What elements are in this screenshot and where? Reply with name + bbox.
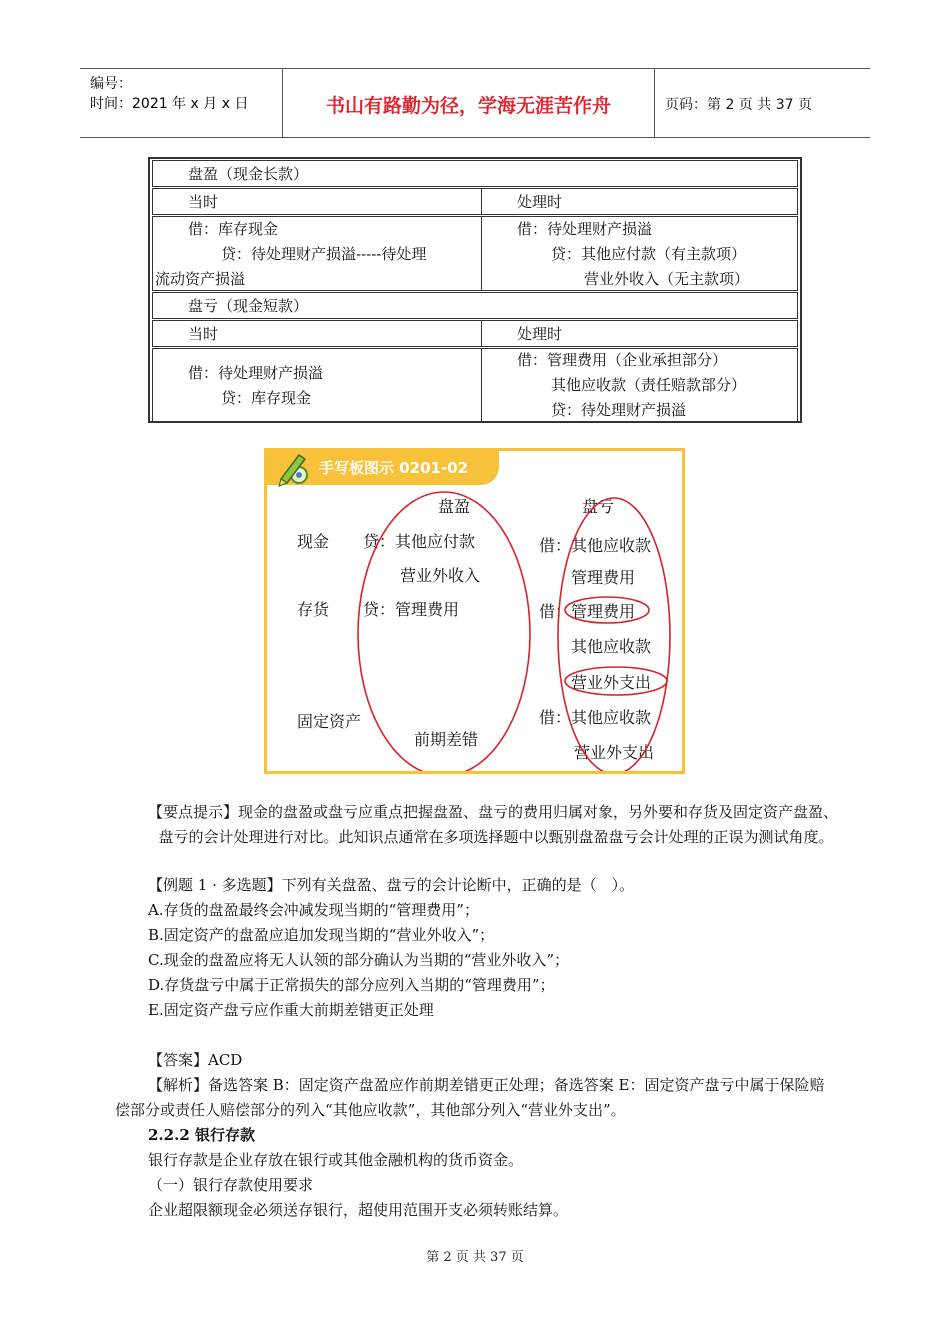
header-right-cell (655, 69, 870, 137)
row-inventory-label: 存货 (297, 600, 330, 619)
option-a: A.存货的盘盈最终会冲减发现当期的“管理费用”； (148, 901, 479, 919)
shortage-body-row (152, 348, 798, 422)
section-heading: 2.2.2 银行存款 (148, 1126, 255, 1144)
inventory-shortage-entry-3: 营业外支出 (571, 673, 652, 692)
surplus-col2-line3: 营业外收入（无主款项） (584, 270, 750, 288)
row-fixed-label: 固定资产 (297, 712, 362, 731)
shortage-col2-line1: 借：管理费用（企业承担部分） (517, 351, 728, 369)
shortage-circle (558, 498, 670, 774)
shortage-col2-line3: 贷：待处理财产损溢 (551, 401, 687, 419)
fixed-shortage-entry-2: 营业外支出 (574, 743, 655, 762)
inventory-shortage-entry-1: 借：管理费用 (539, 602, 636, 621)
header-middle-cell (283, 69, 655, 137)
surplus-title: 盘盈（现金长款） (188, 165, 309, 183)
figure-title: 手写板图示 0201-02 (319, 459, 469, 477)
surplus-col2-line2: 贷：其他应付款（有主款项） (551, 245, 747, 263)
shortage-col1-line2: 贷：库存现金 (221, 389, 312, 407)
option-b: B.固定资产的盘盈应追加发现当期的“营业外收入”； (148, 926, 495, 944)
surplus-col1-line3: 流动资产损溢 (155, 270, 246, 288)
surplus-title-row (152, 160, 798, 187)
shortage-col2-line2: 其他应收款（责任赔款部分） (551, 376, 747, 394)
cash-surplus-entry-2: 营业外收入 (400, 566, 481, 585)
accounting-table (148, 157, 802, 423)
definition-text: 银行存款是企业存放在银行或其他金融机构的货币资金。 (148, 1151, 524, 1169)
shortage-title: 盘亏（现金短款） (188, 297, 309, 315)
analysis-paragraph: 【解析】备选答案 B：固定资产盘盈应作前期差错更正处理；备选答案 E：固定资产盘亏中属于保险赔偿部分或责任人赔偿部分的列入“其他应收款”，其他部分列入“营业外支出”。 (115, 1076, 825, 1119)
row-cash-label: 现金 (297, 532, 330, 551)
fixed-surplus-entry: 前期差错 (414, 730, 479, 749)
cash-shortage-entry-1: 借：其他应收款 (539, 536, 652, 555)
surplus-col1-line1: 借：库存现金 (188, 220, 279, 238)
shortage-title-row (152, 292, 798, 319)
shortage-col1-head: 当时 (188, 325, 219, 343)
handwritten-circles (267, 451, 685, 774)
handwriting-board-figure (264, 448, 685, 774)
answer: 【答案】ACD (148, 1051, 243, 1069)
non-operating-expense-circle (565, 667, 667, 695)
inventory-shortage-entry-2: 其他应收款 (571, 637, 652, 656)
requirement-text: 企业超限额现金必须送存银行，超使用范围开支必须转账结算。 (148, 1201, 569, 1219)
fixed-shortage-entry-1: 借：其他应收款 (539, 708, 652, 727)
col-surplus-label: 盘盈 (438, 497, 471, 516)
page-header (80, 68, 870, 138)
surplus-col2-line1: 借：待处理财产损溢 (517, 220, 653, 238)
option-e: E.固定资产盘亏应作重大前期差错更正处理 (148, 1001, 434, 1019)
shortage-head-row (152, 320, 798, 347)
sub-heading: （一）银行存款使用要求 (148, 1176, 314, 1194)
shortage-col1-line1: 借：待处理财产损溢 (188, 364, 324, 382)
management-expense-circle (565, 597, 649, 623)
col-shortage-label: 盘亏 (582, 497, 615, 516)
example-question: 【例题 1 · 多选题】下列有关盘盈、盘亏的会计论断中，正确的是（ ）。 (148, 876, 635, 894)
cash-shortage-entry-2: 管理费用 (571, 568, 636, 587)
surplus-head-row (152, 188, 798, 215)
number-label: 编号： (90, 76, 132, 92)
inventory-surplus-entry: 贷：管理费用 (363, 600, 460, 619)
option-d: D.存货盘亏中属于正常损失的部分应列入当期的“管理费用”； (148, 976, 555, 994)
time-label: 时间：2021 年 x 月 x 日 (90, 96, 249, 112)
header-left-cell (80, 69, 283, 137)
cash-surplus-entry: 贷：其他应付款 (363, 532, 476, 551)
page-footer: 第 2 页 共 37 页 (426, 1250, 524, 1265)
surplus-circle (358, 492, 530, 774)
surplus-body-row (152, 216, 798, 291)
motto: 书山有路勤为径，学海无涯苦作舟 (325, 95, 611, 117)
shortage-col2-head: 处理时 (517, 325, 563, 343)
surplus-col2-head: 处理时 (517, 193, 563, 211)
page-label: 页码：第 2 页 共 37 页 (665, 97, 812, 113)
surplus-col1-head: 当时 (188, 193, 219, 211)
tip-paragraph: 【要点提示】现金的盘盈或盘亏应重点把握盘盈、盘亏的费用归属对象，另外要和存货及固定资产盘盈、盘亏的会计处理进行对比。此知识点通常在多项选择题中以甄别盘盈盘亏会计处理的正误为测试角度。 (148, 803, 839, 846)
surplus-col1-line2: 贷：待处理财产损溢-----待处理 (221, 245, 427, 263)
option-c: C.现金的盘盈应将无人认领的部分确认为当期的“营业外收入”； (148, 951, 570, 969)
